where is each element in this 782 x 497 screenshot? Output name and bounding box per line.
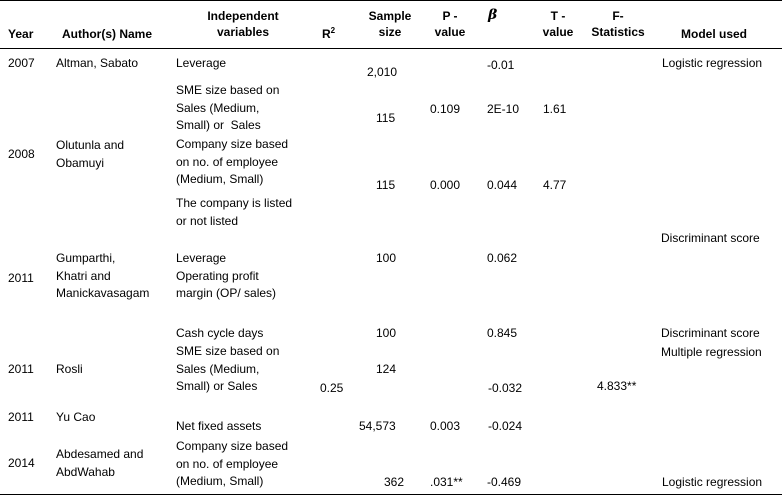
cell-year: 2008 bbox=[8, 147, 35, 161]
cell-f-statistics: 4.833** bbox=[597, 379, 637, 393]
cell-independent-variables: Net fixed assets bbox=[176, 419, 262, 433]
header-year: Year bbox=[8, 27, 34, 41]
cell-sample-size: 100 bbox=[376, 326, 397, 340]
header-r-label: R bbox=[322, 27, 331, 41]
cell-independent-variables: Cash cycle days bbox=[176, 326, 264, 340]
cell-sample-size: 124 bbox=[376, 362, 397, 376]
cell-p-value: 0.109 bbox=[430, 102, 461, 116]
cell-author: Altman, Sabato bbox=[56, 56, 139, 70]
header-f-statistics: F- Statistics bbox=[591, 9, 645, 39]
cell-independent-variables: SME size based on Sales (Medium, Small) or Sales bbox=[176, 344, 280, 393]
cell-author: Abdesamed and AbdWahab bbox=[56, 447, 144, 479]
header-author: Author(s) Name bbox=[62, 27, 153, 41]
cell-sample-size: 2,010 bbox=[367, 65, 398, 79]
header-r-squared bbox=[322, 26, 335, 42]
header-model-used: Model used bbox=[681, 27, 748, 41]
cell-independent-variables: SME size based on Sales (Medium, Small) or Sales bbox=[176, 83, 280, 132]
cell-beta: -0.01 bbox=[487, 58, 515, 72]
header-p-value: P - value bbox=[434, 9, 466, 39]
cell-author: Olutunla and Obamuyi bbox=[56, 138, 125, 170]
cell-year: 2007 bbox=[8, 56, 35, 70]
table-bottom-rule bbox=[0, 494, 782, 495]
cell-model-used: Discriminant score bbox=[661, 231, 760, 245]
cell-model-used: Discriminant score bbox=[661, 326, 760, 340]
cell-beta: -0.024 bbox=[488, 419, 523, 433]
cell-independent-variables: Company size based on no. of employee (Medium, Small) bbox=[176, 137, 289, 186]
cell-author: Yu Cao bbox=[56, 410, 96, 424]
cell-author: Gumparthi, Khatri and Manickavasagam bbox=[56, 251, 150, 300]
header-beta: β bbox=[488, 7, 498, 23]
cell-beta: 2E-10 bbox=[487, 102, 520, 116]
cell-sample-size: 115 bbox=[376, 111, 396, 125]
cell-sample-size: 115 bbox=[376, 178, 396, 192]
header-t-value: T - value bbox=[542, 9, 574, 39]
cell-beta: -0.032 bbox=[488, 381, 523, 395]
cell-p-value: .031** bbox=[430, 475, 463, 489]
header-sample-size: Sample size bbox=[368, 9, 412, 39]
cell-sample-size: 54,573 bbox=[359, 419, 396, 433]
cell-beta: 0.845 bbox=[487, 326, 518, 340]
cell-model-used: Logistic regression bbox=[662, 475, 763, 489]
cell-year: 2011 bbox=[8, 271, 34, 285]
table-top-rule bbox=[0, 0, 782, 1]
cell-t-value: 4.77 bbox=[543, 178, 567, 192]
cell-author: Rosli bbox=[56, 362, 83, 376]
header-independent-variables: Independent variables bbox=[207, 9, 279, 39]
cell-beta: 0.062 bbox=[487, 251, 518, 265]
header-r-superscript: 2 bbox=[330, 26, 336, 35]
cell-p-value: 0.000 bbox=[430, 178, 461, 192]
cell-p-value: 0.003 bbox=[430, 419, 461, 433]
cell-beta: -0.469 bbox=[487, 475, 522, 489]
cell-model-used: Logistic regression bbox=[662, 56, 763, 70]
cell-year: 2011 bbox=[8, 410, 34, 424]
cell-sample-size: 100 bbox=[376, 251, 397, 265]
cell-independent-variables: Leverage bbox=[176, 56, 227, 70]
cell-sample-size: 362 bbox=[384, 475, 405, 489]
cell-independent-variables: Company size based on no. of employee (Medium, Small) bbox=[176, 439, 289, 488]
cell-t-value: 1.61 bbox=[543, 102, 567, 116]
cell-year: 2014 bbox=[8, 456, 35, 470]
cell-beta: 0.044 bbox=[487, 178, 518, 192]
cell-year: 2011 bbox=[8, 362, 34, 376]
cell-r-squared: 0.25 bbox=[320, 381, 344, 395]
cell-model-used: Multiple regression bbox=[661, 345, 762, 359]
cell-independent-variables: Leverage Operating profit margin (OP/ sales) bbox=[176, 251, 277, 300]
header-bottom-rule bbox=[0, 48, 782, 49]
cell-independent-variables: The company is listed or not listed bbox=[176, 196, 293, 228]
